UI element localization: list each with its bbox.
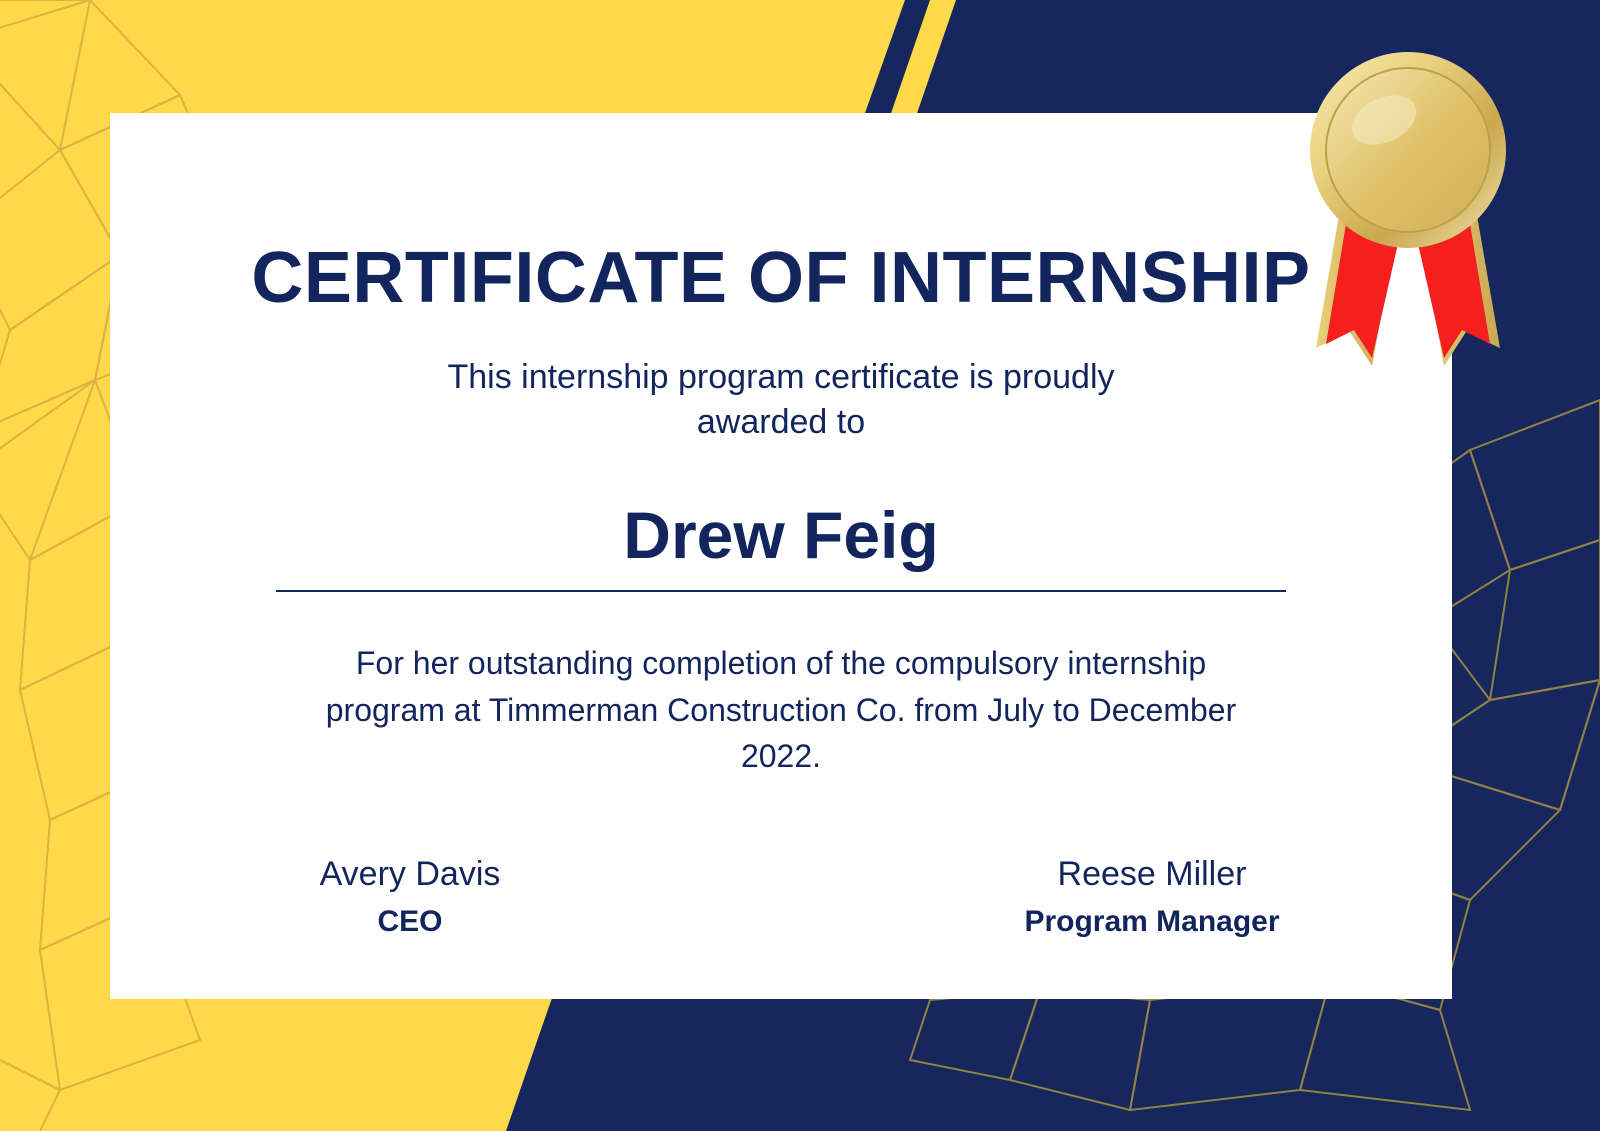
signatory-name: Reese Miller xyxy=(1057,854,1247,893)
certificate-card xyxy=(110,113,1452,999)
signature-block-right xyxy=(1002,854,1302,941)
signatory-role: Program Manager xyxy=(1024,905,1280,939)
award-seal-ribbon-icon xyxy=(1298,48,1518,388)
recipient-underline xyxy=(276,590,1286,592)
signatory-role: CEO xyxy=(377,905,443,939)
certificate-title: CERTIFICATE OF INTERNSHIP xyxy=(251,238,1311,318)
certificate-subtitle: This internship program certificate is proudly awarded to xyxy=(447,357,1115,442)
signature-block-left xyxy=(260,854,560,941)
certificate-body-text: For her outstanding completion of the compulsory internship program at Timmerman Construction Co. from July to December 2022. xyxy=(325,645,1237,775)
signature-row xyxy=(180,854,1382,941)
recipient-name: Drew Feig xyxy=(623,498,939,573)
signatory-name: Avery Davis xyxy=(319,854,501,893)
